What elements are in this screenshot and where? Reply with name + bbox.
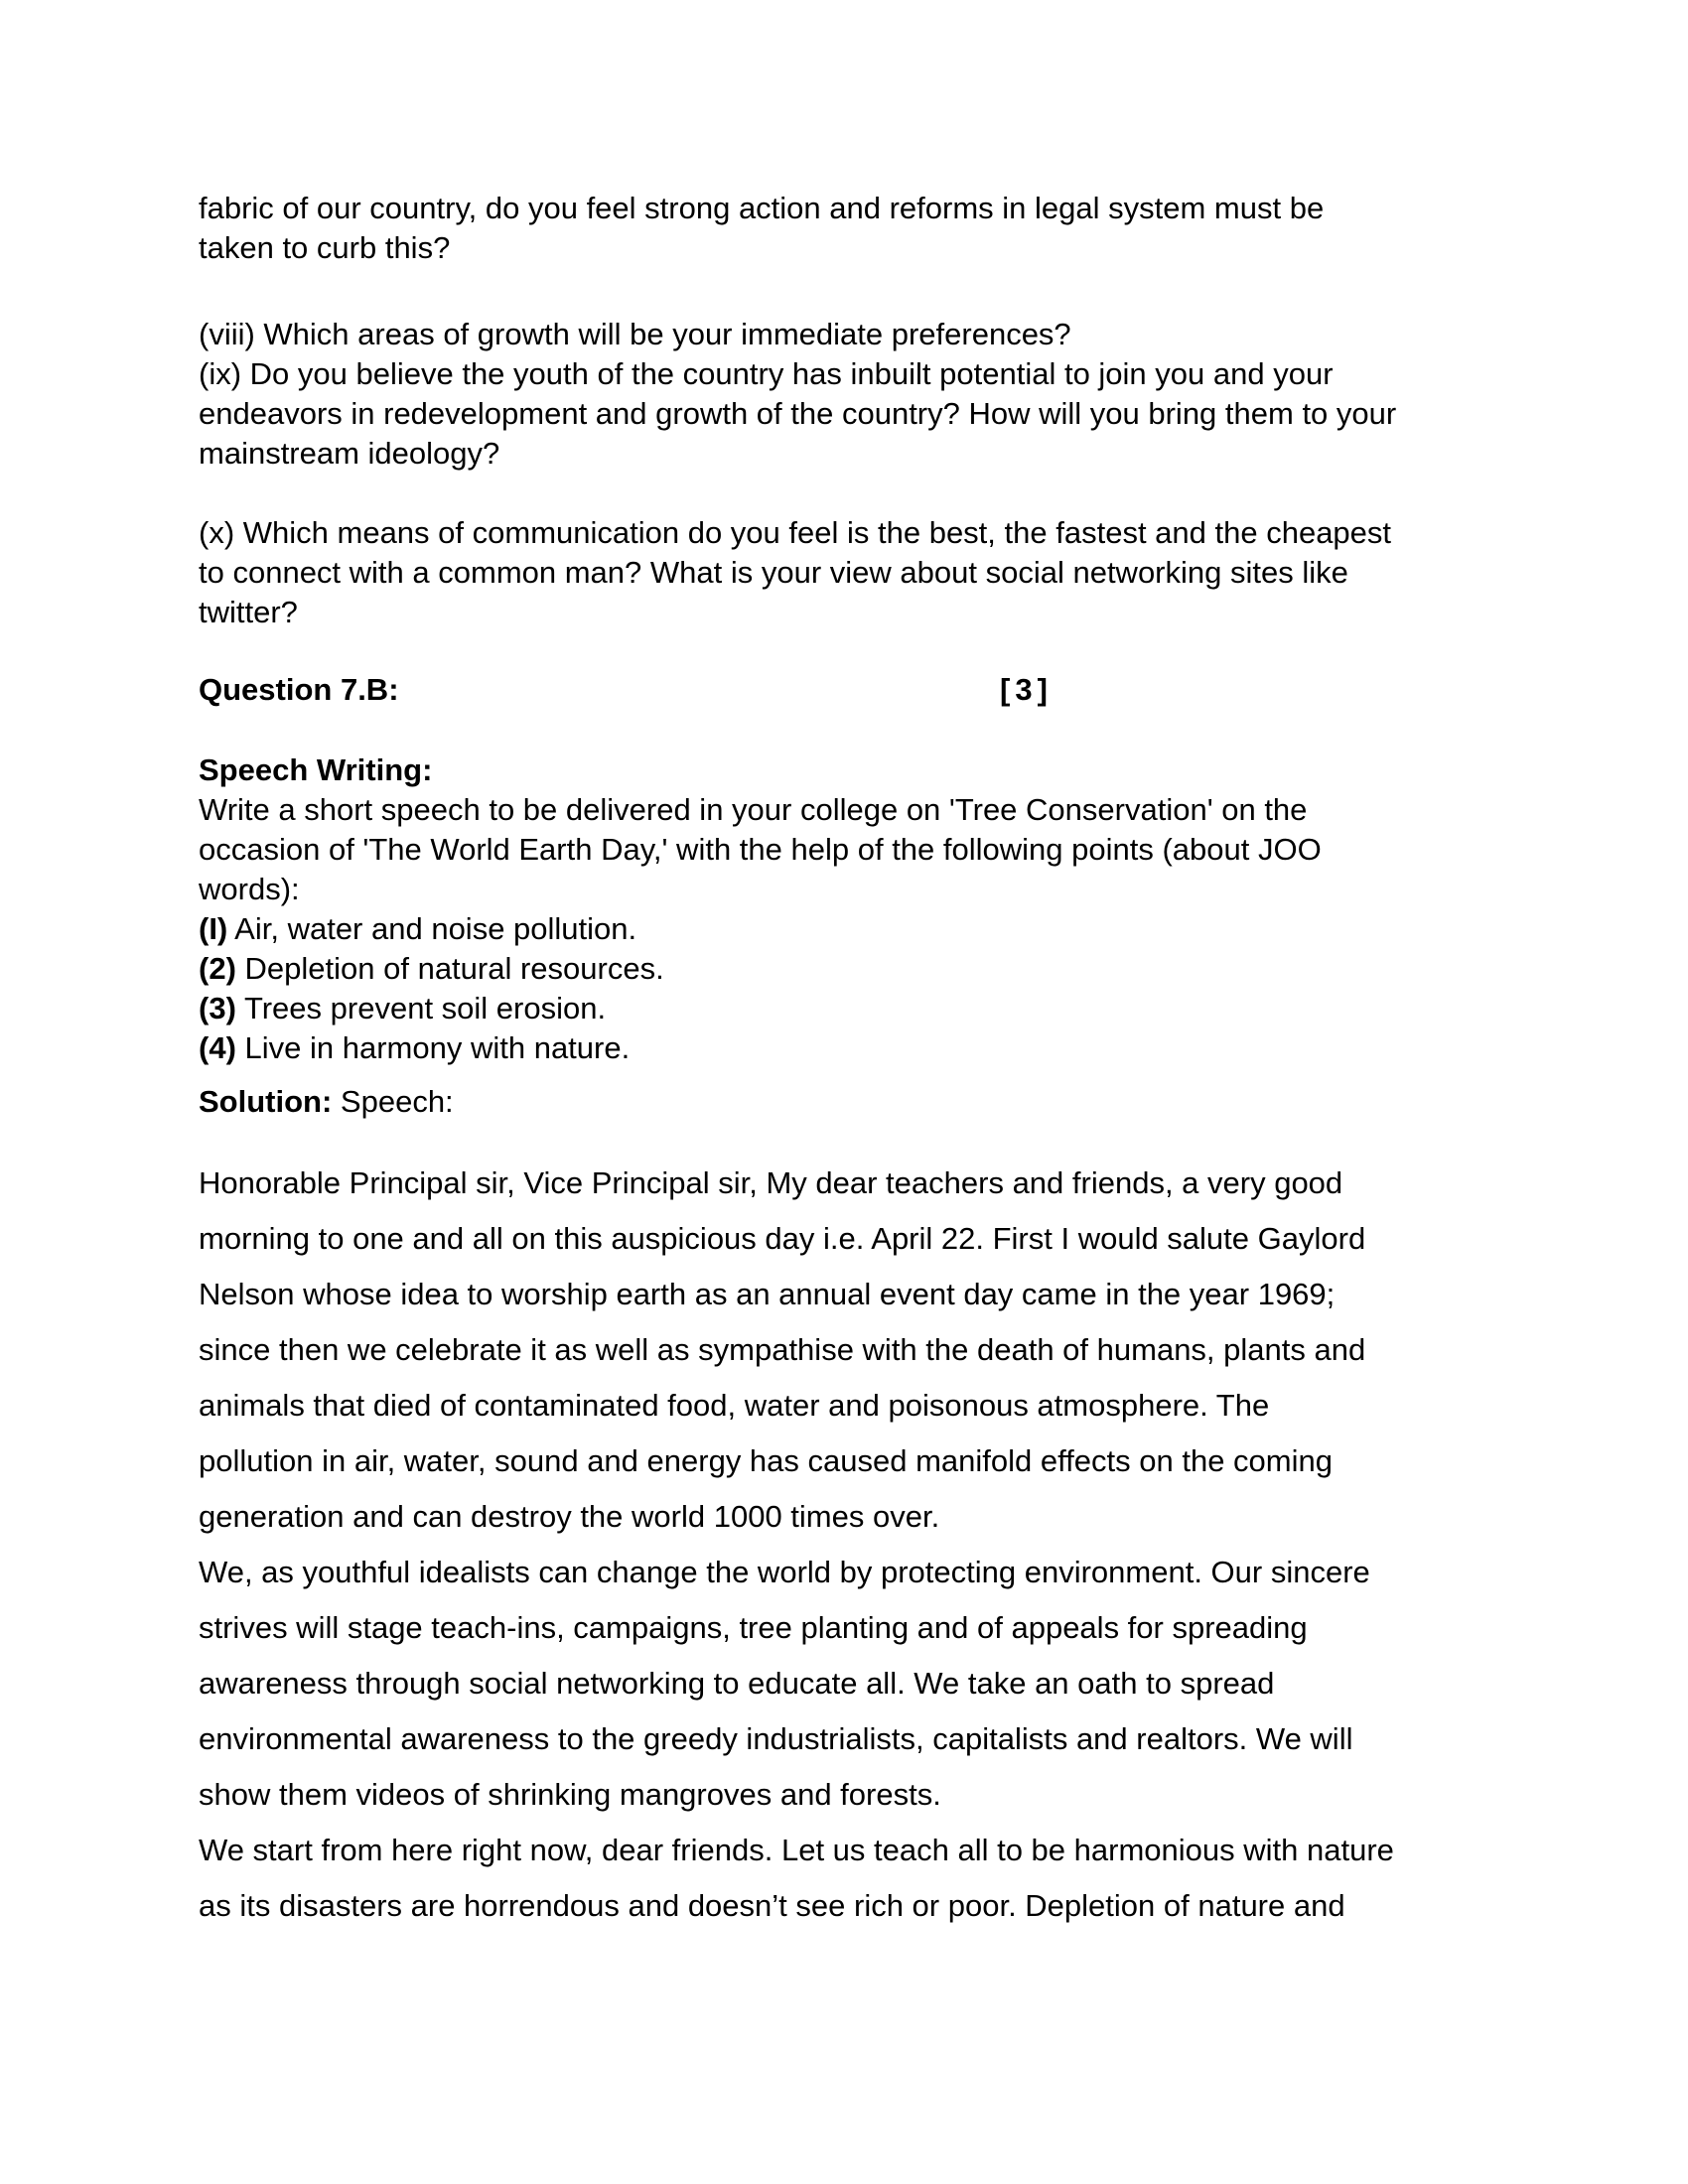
text-line: words): <box>199 872 300 906</box>
speech-line: animals that died of contaminated food, water and poisonous atmosphere. The <box>199 1388 1270 1423</box>
point-text: Air, water and noise pollution. <box>234 911 637 946</box>
solution-label: Solution: <box>199 1084 333 1119</box>
speech-line: Honorable Principal sir, Vice Principal sir, My dear teachers and friends, a very good <box>199 1165 1343 1200</box>
point-text: Trees prevent soil erosion. <box>243 991 607 1025</box>
speech-point <box>199 949 1509 989</box>
speech-line: Nelson whose idea to worship earth as an annual event day came in the year 1969; <box>199 1277 1336 1311</box>
point-text: Depletion of natural resources. <box>244 951 664 986</box>
text-line: (viii) Which areas of growth will be your immediate preferences? <box>199 317 1071 351</box>
speech-line: show them videos of shrinking mangroves and forests. <box>199 1777 941 1812</box>
point-number: (3) <box>199 991 236 1025</box>
paragraph-question-x <box>199 513 1509 632</box>
speech-line: We start from here right now, dear friends. Let us teach all to be harmonious with nature <box>199 1833 1394 1867</box>
text-line: mainstream ideology? <box>199 436 500 471</box>
point-number: (2) <box>199 951 236 986</box>
speech-writing-intro <box>199 790 1509 909</box>
speech-line: awareness through social networking to educate all. We take an oath to spread <box>199 1666 1275 1701</box>
text-line: endeavors in redevelopment and growth of the country? How will you bring them to your <box>199 396 1397 431</box>
text-line: to connect with a common man? What is your view about social networking sites like <box>199 555 1348 590</box>
solution-row <box>199 1082 1509 1122</box>
paragraph-interview-questions <box>199 315 1509 474</box>
text-line: Write a short speech to be delivered in your college on 'Tree Conservation' on the <box>199 792 1308 827</box>
paragraph-legal-reform <box>199 189 1509 268</box>
speech-line: We, as youthful idealists can change the world by protecting environment. Our sincere <box>199 1555 1370 1589</box>
speech-line: morning to one and all on this auspicious day i.e. April 22. First I would salute Gaylord <box>199 1221 1366 1256</box>
point-text: Live in harmony with nature. <box>244 1030 631 1065</box>
text-line: (ix) Do you believe the youth of the country has inbuilt potential to join you and your <box>199 356 1334 391</box>
question-7b-row <box>199 670 1509 710</box>
text-line: fabric of our country, do you feel strong action and reforms in legal system must be <box>199 191 1325 225</box>
text-line: taken to curb this? <box>199 230 451 265</box>
question-7b-marks: [3] <box>1000 672 1053 707</box>
speech-line: generation and can destroy the world 1000 times over. <box>199 1499 940 1534</box>
text-line: occasion of 'The World Earth Day,' with the help of the following points (about JOO <box>199 832 1322 867</box>
point-number: (4) <box>199 1030 236 1065</box>
speech-writing-heading: Speech Writing: <box>199 752 433 787</box>
speech-line: environmental awareness to the greedy industrialists, capitalists and realtors. We will <box>199 1721 1353 1756</box>
speech-line: strives will stage teach-ins, campaigns, tree planting and of appeals for spreading <box>199 1610 1308 1645</box>
text-line: (x) Which means of communication do you feel is the best, the fastest and the cheapest <box>199 515 1392 550</box>
speech-line: as its disasters are horrendous and doesn’t see rich or poor. Depletion of nature and <box>199 1888 1345 1923</box>
speech-point <box>199 1028 1509 1068</box>
question-7b-heading: Question 7.B: <box>199 672 399 707</box>
solution-text: Speech: <box>340 1084 454 1119</box>
text-line: twitter? <box>199 595 298 629</box>
speech-writing-points <box>199 909 1509 1068</box>
point-number: (I) <box>199 911 228 946</box>
speech-point <box>199 989 1509 1028</box>
speech-line: pollution in air, water, sound and energy has caused manifold effects on the coming <box>199 1443 1333 1478</box>
speech-point <box>199 909 1509 949</box>
speech-writing-section <box>199 751 1509 1068</box>
speech-body <box>199 1156 1509 1934</box>
speech-line: since then we celebrate it as well as sympathise with the death of humans, plants and <box>199 1332 1366 1367</box>
